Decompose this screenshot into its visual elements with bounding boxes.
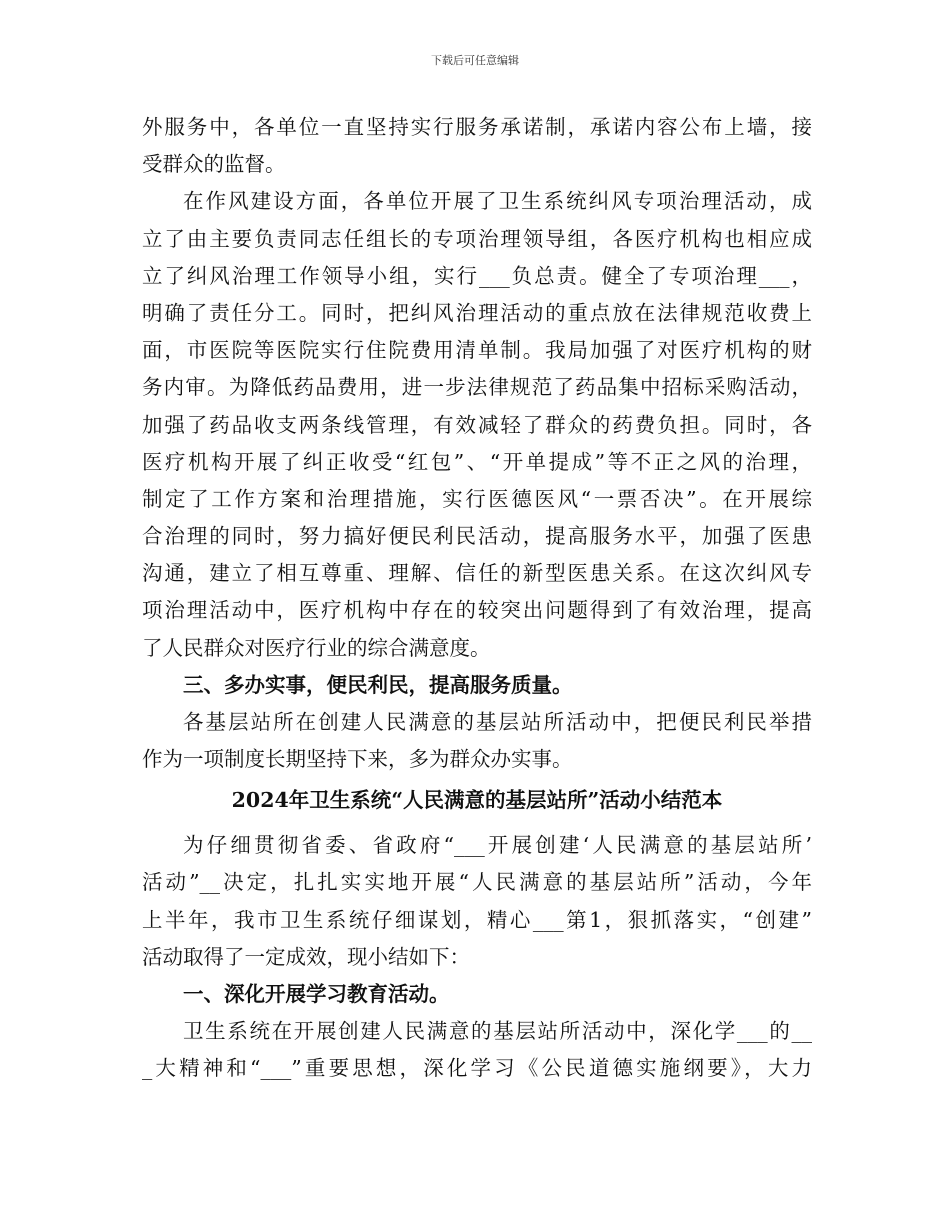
- text-line: 活动”__决定，扎扎实实地开展“人民满意的基层站所”活动，今年: [142, 870, 812, 895]
- paragraph-start-line: 为仔细贯彻省委、省政府“___开展创建‘人民满意的基层站所’: [183, 833, 812, 858]
- text-line: 沟通，建立了相互尊重、理解、信任的新型医患关系。在这次纠风专: [142, 561, 812, 586]
- text-line: _大精神和“___”重要思想，深化学习《公民道德实施纲要》，大力: [142, 1056, 812, 1081]
- paragraph-end-line: 了人民群众对医疗行业的综合满意度。: [142, 635, 491, 660]
- text-line: 合治理的同时，努力搞好便民利民活动，提高服务水平，加强了医患: [142, 524, 812, 549]
- text-line: 制定了工作方案和治理措施，实行医德医风“一票否决”。在开展综: [142, 486, 812, 511]
- text-line: 立了由主要负责同志任组长的专项治理领导组，各医疗机构也相应成: [142, 226, 812, 251]
- text-line: 上半年，我市卫生系统仔细谋划，精心___第1，狠抓落实，“创建”: [142, 907, 812, 932]
- paragraph-end-line: 受群众的监督。: [142, 152, 286, 177]
- text-line: 项治理活动中，医疗机构中存在的较突出问题得到了有效治理，提高: [142, 598, 812, 623]
- document-title: 2024年卫生系统“人民满意的基层站所”活动小结范本: [231, 788, 723, 813]
- paragraph-end-line: 活动取得了一定成效，现小结如下：: [142, 944, 470, 969]
- page-header: 下载后可任意编辑: [431, 54, 519, 67]
- paragraph-end-line: 作为一项制度长期坚持下来，多为群众办实事。: [142, 747, 573, 772]
- paragraph-start-line: 各基层站所在创建人民满意的基层站所活动中，把便民利民举措: [183, 710, 812, 734]
- paragraph-start-line: 在作风建设方面，各单位开展了卫生系统纠风专项治理活动，成: [183, 189, 812, 214]
- text-line: 立了纠风治理工作领导小组，实行___负总责。健全了专项治理___，: [142, 263, 812, 288]
- text-line: 面，市医院等医院实行住院费用清单制。我局加强了对医疗机构的财: [142, 338, 812, 363]
- text-line: 医疗机构开展了纠正收受“红包”、“开单提成”等不正之风的治理，: [142, 449, 812, 474]
- section-heading: 一、深化开展学习教育活动。: [183, 981, 450, 1006]
- text-line: 外服务中，各单位一直坚持实行服务承诺制，承诺内容公布上墙，接: [142, 115, 812, 139]
- section-heading: 三、多办实事，便民利民，提高服务质量。: [183, 672, 573, 697]
- text-line: 明确了责任分工。同时，把纠风治理活动的重点放在法律规范收费上: [142, 300, 812, 325]
- text-line: 加强了药品收支两条线管理，有效减轻了群众的药费负担。同时，各: [142, 412, 812, 437]
- paragraph-start-line: 卫生系统在开展创建人民满意的基层站所活动中，深化学___的__: [183, 1019, 812, 1044]
- text-line: 务内审。为降低药品费用，进一步法律规范了药品集中招标采购活动，: [142, 375, 812, 400]
- document-body: [142, 112, 812, 1091]
